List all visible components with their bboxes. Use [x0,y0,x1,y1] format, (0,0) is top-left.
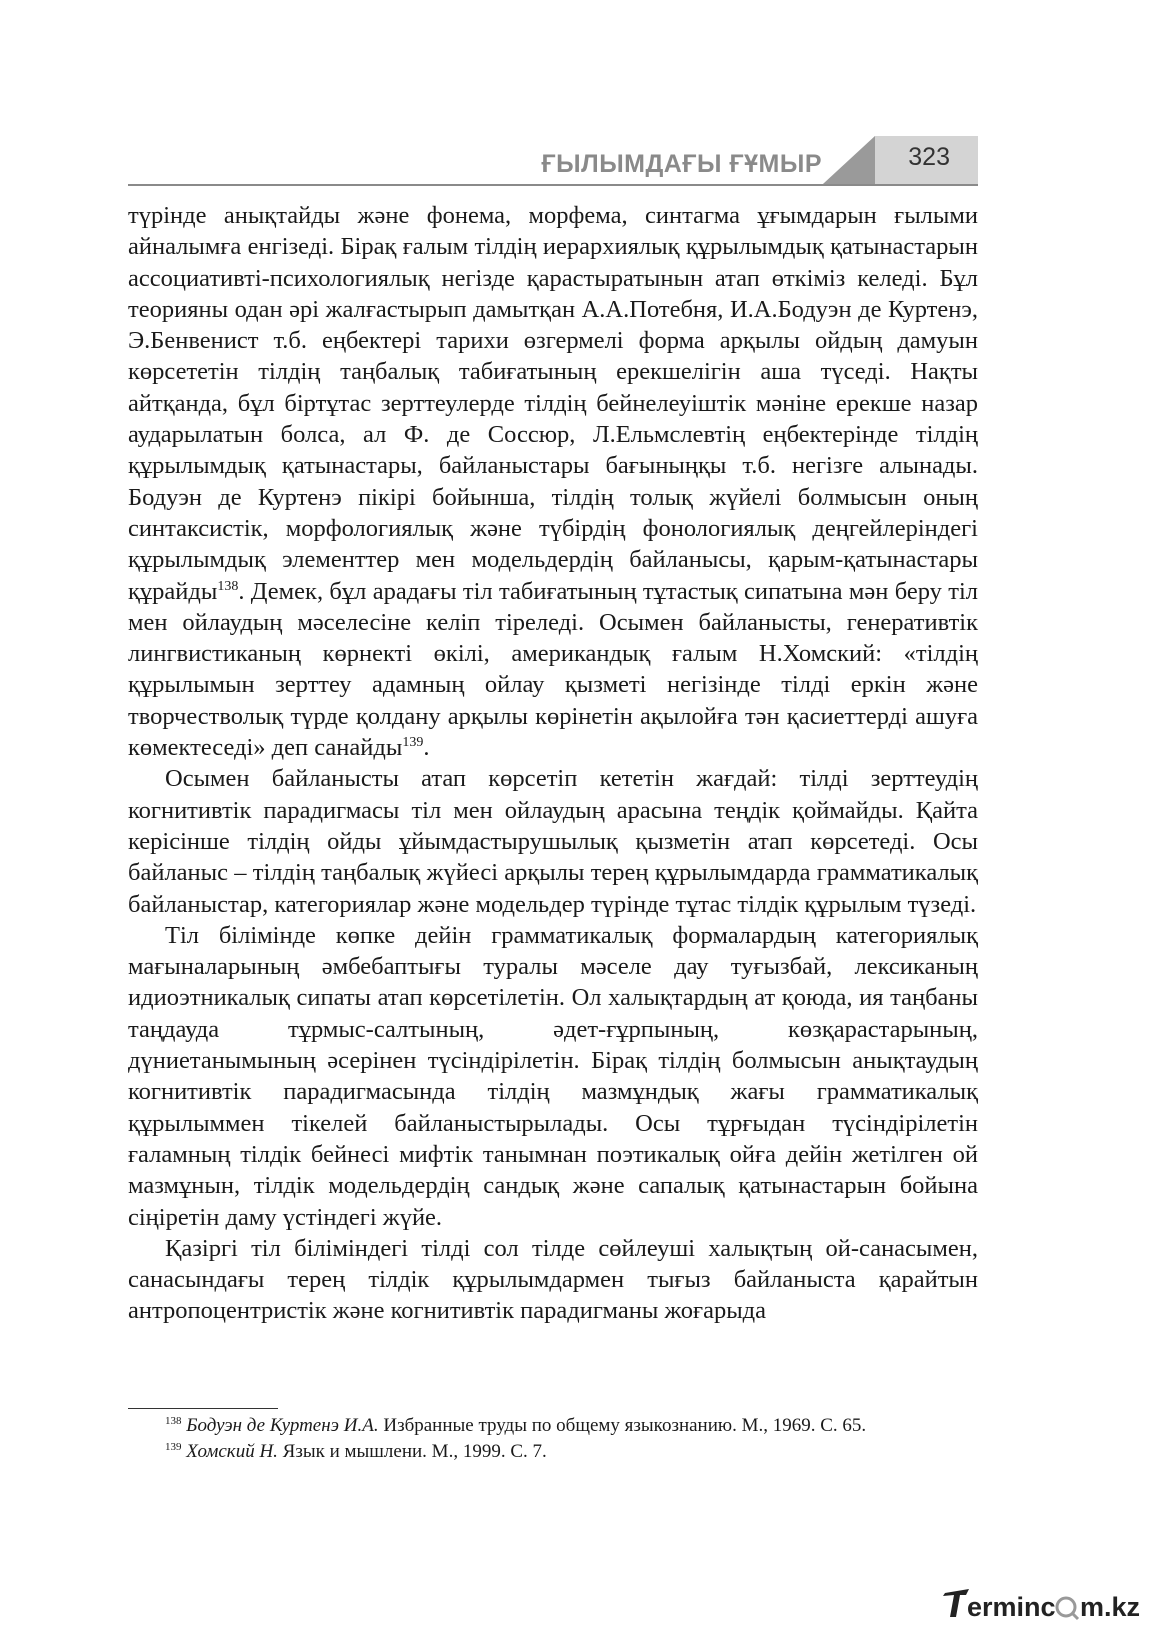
paragraph-3: Тіл білімінде көпке дейін грамматикалық формалардың категориялық мағыналарының әмбебаптығы туралы мәселе дау туғызбай, лексиканың идиоэтникалық сипаты атап көрсетілетін. Ол халықтардың ат қоюда, ия таңбаны таңдауда тұрмыс-салтының, әдет-ғұрпының, көзқарастарының, дүниетанымының әсерінен түсіндірілетін. Бірақ тілдің болмысын анықтаудың когнитивтік парадигмасында тілдің мазмұндық жағы грамматикалық құрылыммен тікелей байланыстырылады. Осы тұрғыдан түсіндірілетін ғаламның тілдік бейнесі мифтік танымнан поэтикалық ойға дейін жетілген ой мазмұнын, тілдік модельдердің сандық және сапалық қатынастарын бойына сіңіретін даму үстіндегі жүйе. [128,921,978,1231]
svg-text:erminc: erminc [967,1592,1056,1622]
svg-text:m.kz: m.kz [1080,1592,1141,1622]
footnote-138: $^{138}$ Бодуэн де Куртенэ И.А. Избранные труды по общему языкознанию. М., 1969. С. 65. [165,1415,867,1436]
terminkom-logo-icon [939,1583,1144,1625]
header-rule [128,184,978,186]
header-title: ҒЫЛЫМДАҒЫ ҒҰМЫР [541,150,822,178]
footnote-rule [128,1408,278,1409]
footnote-ref-138[interactable]: 138 [217,578,239,594]
paragraph-4: Қазіргі тіл біліміндегі тілді сол тілде сөйлеуші халықтың ой-санасымен, санасындағы терең тілдік құрылымдармен тығыз байланыста қарайтын антропоцентристік және когнитивтік парадигманы жоғарыда [128,1234,978,1325]
paragraph-2: Осымен байланысты атап көрсетіп кететін жағдай: тілді зерттеудің когнитивтік парадигмасы тіл мен ойлаудың арасына теңдік қоймайды. Қайта керісінше тілдің ойды ұйымдастырушылық қызметін атап көрсетеді. Осы байланыс – тілдің таңбалық жүйесі арқылы терең құрылымдарда грамматикалық байланыстар, категориялар және модельдер түрінде тұтас тілдік құрылым түзеді. [128,765,978,918]
page-number: 323 [908,143,950,171]
body-text [128,200,978,1327]
page-number-tab [823,136,978,184]
terminkom-watermark [939,1583,1144,1625]
footnotes [128,1413,978,1465]
running-header [128,136,978,188]
footnote-139: $^{139}$ Хомский Н. Язык и мышлени. М., 1999. С. 7. [165,1441,547,1462]
footnote-ref-139[interactable]: 139 [402,735,424,751]
paragraph-1: түрінде анықтайды және фонема, морфема, синтагма ұғымдарын ғылыми айналымға енгізеді. Бірақ ғалым тілдің иерархиялық құрылымдық қатынастарын ассоциативті-психологиялық негізде қарастыратынын атап өткіміз келеді. Бұл теорияны одан әрі жалғастырып дамытқан А.А.Потебня, И.А.Бодуэн де Куртенэ, Э.Бенвенист т.б. еңбектері тарихи өзгермелі форма арқылы ойдың дамуын көрсететін тілдің таңбалық табиғатының ерекшелігін аша түседі. Нақты айтқанда, бұл біртұтас зерттеулерде тілдің бейнелеуіштік мәніне ерекше назар аударылатын болса, ал Ф. де Соссюр, Л.Ельмслевтің еңбектерінде тілдің құрылымдық қатынастары, байланыстары бағыныңқы т.б. негізге алынады. Бодуэн де Куртенэ пікірі бойынша, тілдің толық жүйелі болмысын оның синтаксистік, морфологиялық және түбірдің фонологиялық деңгейлеріндегі құрылымдық элементтер мен модельдердің байланысы, қарым-қатынастары құрайды$^{138}$. Демек, бұл арадағы тіл табиғатының тұтастық сипатына мән беру тіл мен ойлаудың мәселесіне келіп тіреледі. Осымен байланысты, генеративтік лингвистиканың көрнекті өкілі, американдық ғалым Н.Хомский: «тілдің құрылымын зерттеу адамның ойлау қызметі негізінде тілді еркін және творчестволық түрде қолдану арқылы көрінетін ақылойға тән қасиеттерді ашуға көмектеседі» деп санайды$^{139}$. [128,202,978,762]
